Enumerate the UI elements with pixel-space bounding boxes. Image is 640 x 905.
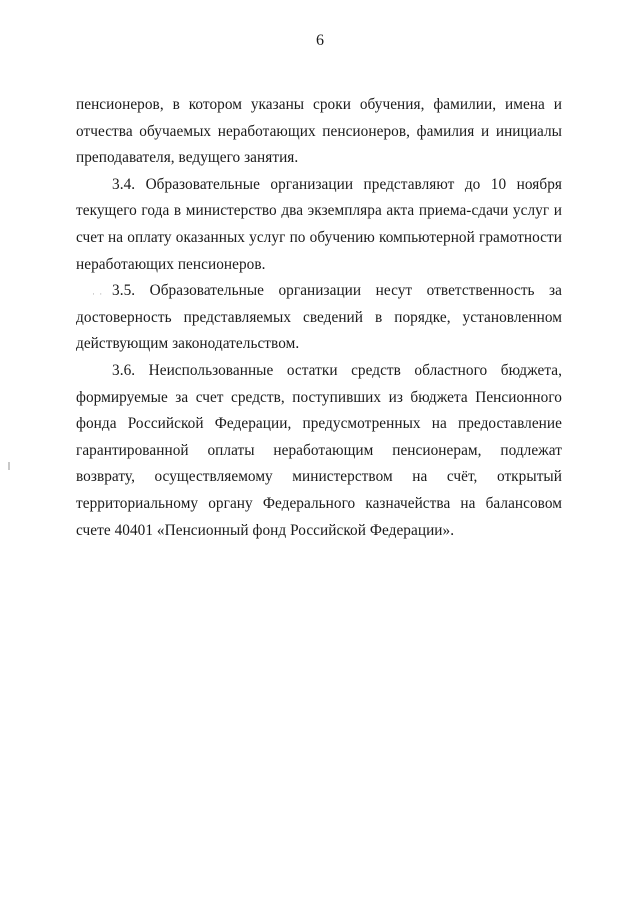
page-number: 6 [316,32,324,49]
paragraph-clause-3-5: 3.5. Образовательные организации несут ответственность за достоверность представляемых сведений в порядке, установленном действующим законодательством. [76,282,562,353]
paragraph-continuation: пенсионеров, в котором указаны сроки обучения, фамилии, имена и отчества обучаемых неработающих пенсионеров, фамилия и инициалы преподавателя, ведущего занятия. [76,96,562,167]
paragraph-clause-3-4: 3.4. Образовательные организации представляют до 10 ноября текущего года в министерство два экземпляра акта приема-сдачи услуг и счет на оплату оказанных услуг по обучению компьютерной грамотности неработающих пенсионеров. [76,175,562,273]
paragraph-clause-3-6: 3.6. Неиспользованные остатки средств областного бюджета, формируемые за счет средств, поступивших из бюджета Пенсионного фонда Российской Федерации, предусмотренных на предоставление гарантированной оплаты неработающим пенсионерам, подлежат возврату, осуществляемому министерством на счёт, открытый территориальному органу Федерального казначейства на балансовом счете 40401 «Пенсионный фонд Российской Федерации». [76,361,562,539]
scan-artifact [8,462,10,470]
document-body [76,92,562,544]
scan-artifact: · · [92,289,104,299]
